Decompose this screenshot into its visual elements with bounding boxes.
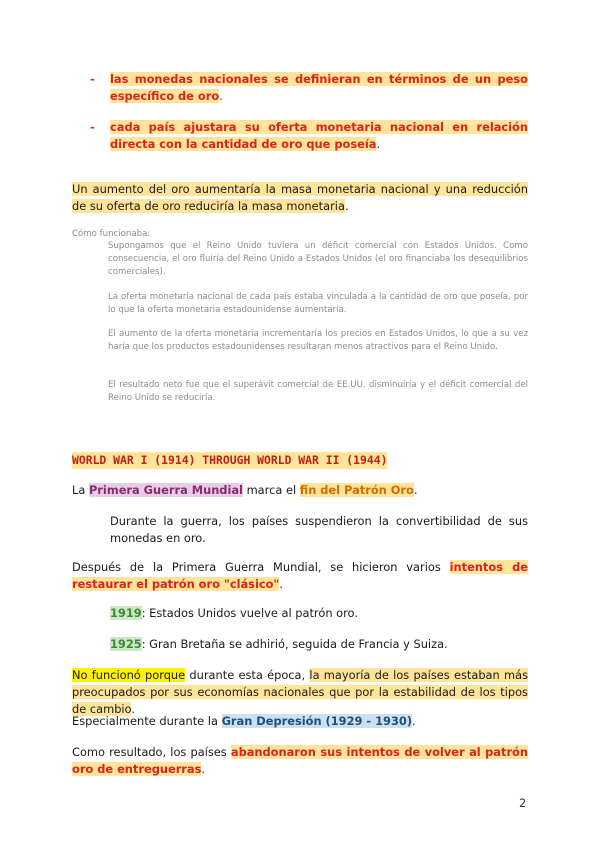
- text: .: [201, 762, 206, 776]
- text: Especialmente durante la: [72, 714, 222, 728]
- text: .: [412, 714, 416, 728]
- page-number: 2: [519, 796, 527, 810]
- highlighted-text: Un aumento del oro aumentaría la masa monetaria nacional y una reducción de su oferta de oro reduciría la masa monetaria: [72, 182, 528, 213]
- highlight-war: Primera Guerra Mundial: [88, 483, 243, 497]
- year-item: [110, 605, 528, 622]
- highlighted-text: la mayoría de los países estaban más preocupados por sus economías nacionales que por la estabilidad de los tipos de cambio: [72, 668, 529, 716]
- bullet-highlight: las monedas nacionales se definieran en términos de un peso específico de oro: [110, 72, 528, 103]
- paragraph: [72, 559, 528, 593]
- note-paragraph: El resultado neto fue que el superávit comercial de EE.UU. disminuiría y el déficit comercial del Reino Unido se reduciría.: [108, 380, 528, 403]
- year-badge: 1925: [110, 637, 142, 651]
- text: .: [413, 483, 418, 497]
- bullet-dash: -: [90, 120, 95, 134]
- bullet-end: .: [219, 89, 223, 103]
- highlight-attempts: intentos de restaurar el patrón oro "clásico": [72, 560, 528, 591]
- paragraph: [72, 744, 528, 778]
- highlight-abandon: abandonaron sus intentos de volver al patrón oro de entreguerras: [72, 745, 528, 776]
- bullet-dash: -: [90, 72, 95, 86]
- text: : Gran Bretaña se adhirió, seguida de Francia y Suiza.: [141, 637, 448, 651]
- paragraph-end: .: [344, 199, 349, 213]
- paragraph: [72, 713, 528, 730]
- bullet-end: .: [376, 137, 381, 151]
- note-paragraph: Supongamos que el Reino Unido tuviera un déficit comercial con Estados Unidos. Como consecuencia, el oro fluiría del Reino Unido a Estados Unidos (el oro financiaba los desequilibrios comerciales).: [108, 241, 528, 277]
- bullet-text: [110, 71, 528, 105]
- paragraph: [72, 482, 528, 499]
- year-badge: 1919: [110, 606, 142, 620]
- text: Después de la Primera Guerra Mundial, se hicieron varios: [72, 560, 450, 574]
- bullet-text: [110, 119, 528, 153]
- note-paragraph: La oferta monetaria nacional de cada país estaba vinculada a la cantidad de oro que poseía, por lo que la oferta monetaria estadounidense aumentaría.: [108, 292, 528, 315]
- text: marca el: [242, 483, 300, 497]
- highlight-depression: Gran Depresión (1929 - 1930): [221, 714, 413, 728]
- indented-paragraph: Durante la guerra, los países suspendieron la convertibilidad de sus monedas en oro.: [110, 514, 528, 545]
- text: : Estados Unidos vuelve al patrón oro.: [141, 606, 358, 620]
- text: La: [72, 483, 89, 497]
- year-item: [110, 636, 528, 653]
- highlight-reason: No funcionó porque: [72, 668, 186, 682]
- text: durante esta época,: [185, 668, 310, 682]
- text: .: [131, 702, 135, 716]
- note-label: Cómo funcionaba:: [72, 229, 151, 239]
- bullet-highlight: cada país ajustara su oferta monetaria nacional en relación directa con la cantidad de oro que poseía: [110, 120, 528, 151]
- section-heading: WORLD WAR I (1914) THROUGH WORLD WAR II (1944): [72, 453, 388, 467]
- text: Como resultado, los países: [72, 745, 231, 759]
- note-paragraph: El aumento de la oferta monetaria incrementaría los precios en Estados Unidos, lo que a su vez haría que los productos estadounidenses resultaran menos atractivos para el Reino Unido.: [108, 329, 528, 352]
- text: .: [279, 577, 283, 591]
- highlight-gold-end: fin del Patrón Oro: [299, 483, 414, 497]
- paragraph: [72, 667, 528, 718]
- paragraph: [72, 181, 528, 215]
